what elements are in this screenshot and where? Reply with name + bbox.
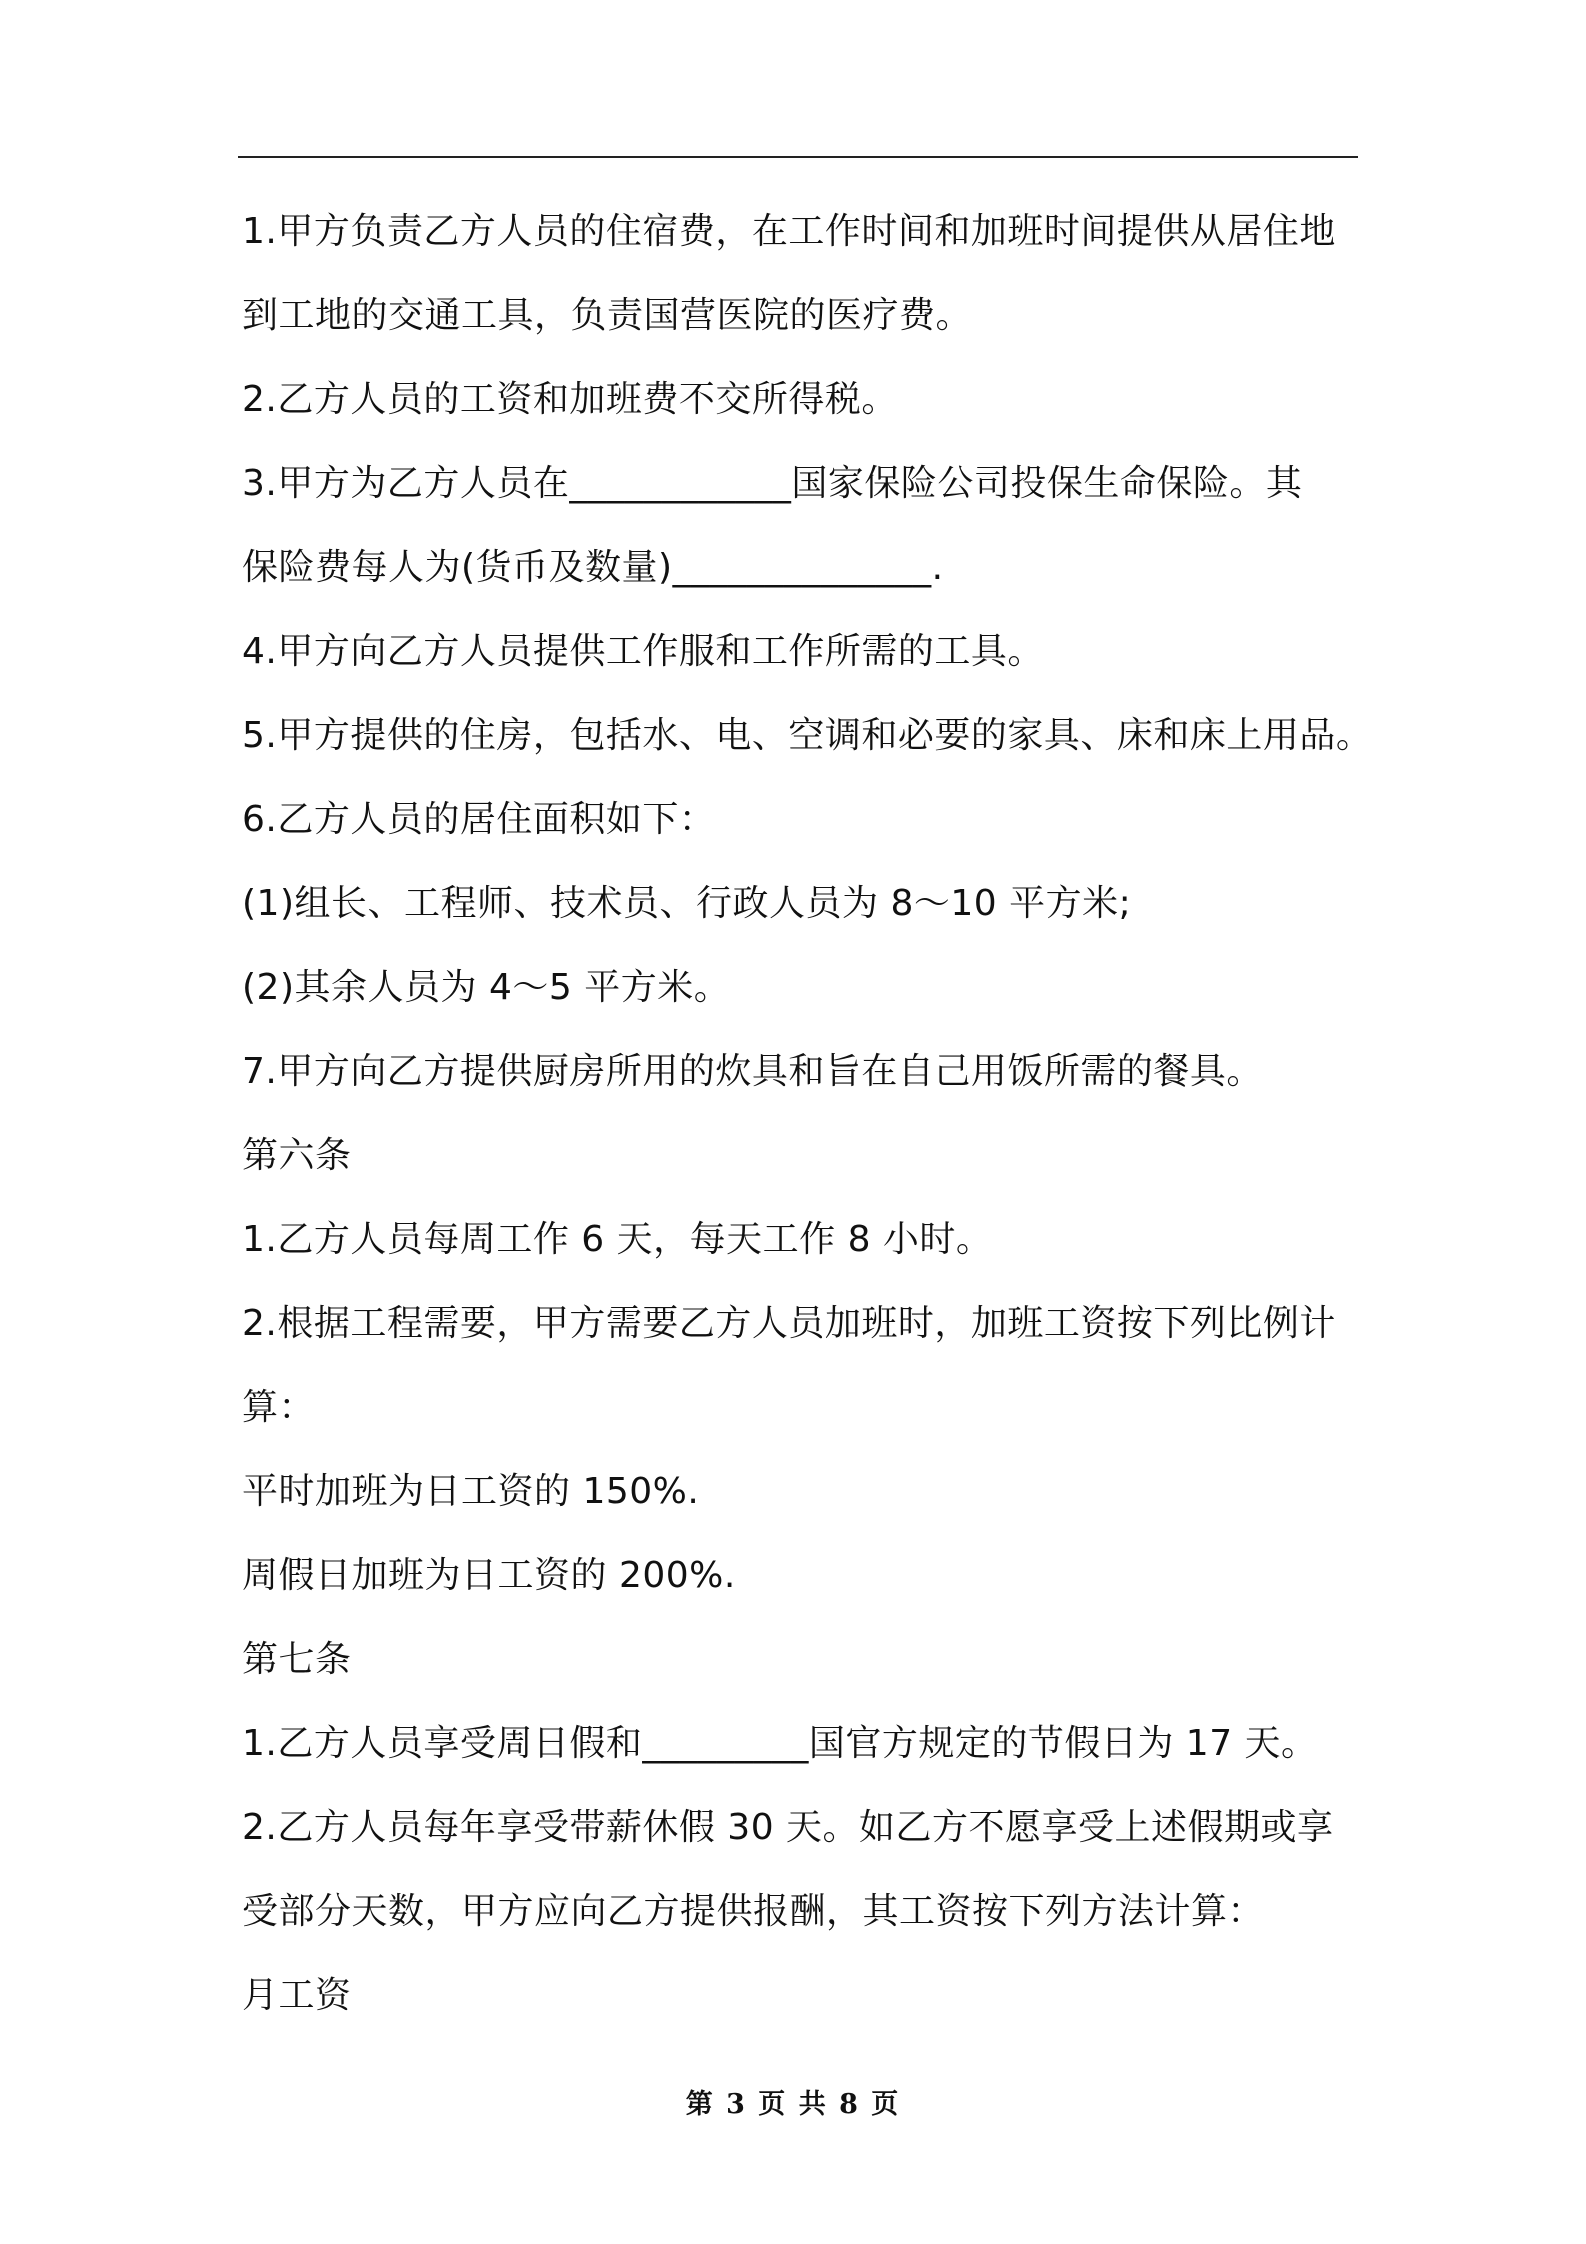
text-line: 2.根据工程需要，甲方需要乙方人员加班时，加班工资按下列比例计 [242, 1303, 1336, 1344]
text-line: 5.甲方提供的住房，包括水、电、空调和必要的家具、床和床上用品。 [242, 715, 1373, 756]
page-number-footer: 第 3 页 共 8 页 [685, 2089, 901, 2120]
text-line: 到工地的交通工具，负责国营医院的医疗费。 [242, 295, 973, 336]
text-line: (1)组长、工程师、技术员、行政人员为 8～10 平方米; [242, 883, 1132, 924]
text-line: 2.乙方人员每年享受带薪休假 30 天。如乙方不愿享受上述假期或享 [242, 1807, 1334, 1848]
text-line: 月工资 [242, 1975, 352, 2016]
document-body [242, 190, 1373, 2038]
text-line: 1.乙方人员享受周日假和_________国官方规定的节假日为 17 天。 [242, 1723, 1318, 1764]
section-heading: 第六条 [242, 1135, 352, 1176]
text-line: 3.甲方为乙方人员在____________国家保险公司投保生命保险。其 [242, 463, 1303, 504]
text-line: 1.甲方负责乙方人员的住宿费，在工作时间和加班时间提供从居住地 [242, 211, 1336, 252]
header-rule [238, 156, 1358, 158]
text-line: 2.乙方人员的工资和加班费不交所得税。 [242, 379, 898, 420]
text-line: 算： [242, 1387, 316, 1428]
section-heading: 第七条 [242, 1639, 352, 1680]
text-line: 1.乙方人员每周工作 6 天，每天工作 8 小时。 [242, 1219, 993, 1260]
text-line: (2)其余人员为 4～5 平方米。 [242, 967, 731, 1008]
text-line: 周假日加班为日工资的 200%. [242, 1555, 736, 1596]
text-line: 平时加班为日工资的 150%. [242, 1471, 700, 1512]
text-line: 4.甲方向乙方人员提供工作服和工作所需的工具。 [242, 631, 1044, 672]
text-line: 保险费每人为(货币及数量)______________. [242, 547, 944, 588]
text-line: 6.乙方人员的居住面积如下： [242, 799, 716, 840]
text-line: 受部分天数，甲方应向乙方提供报酬，其工资按下列方法计算： [242, 1891, 1265, 1932]
text-line: 7.甲方向乙方提供厨房所用的炊具和旨在自己用饭所需的餐具。 [242, 1051, 1263, 1092]
